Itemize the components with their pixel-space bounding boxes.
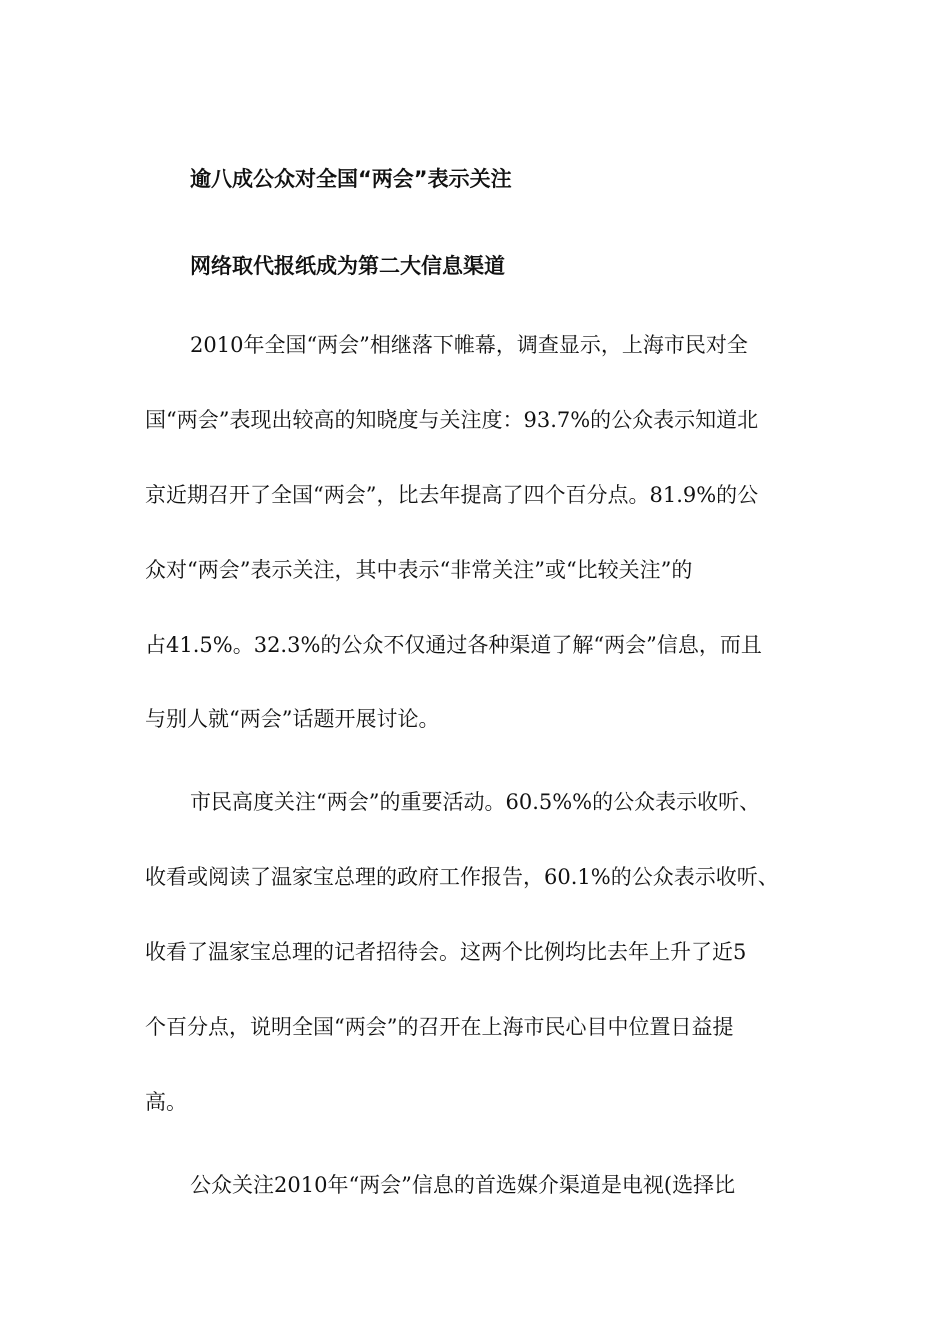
paragraph-line: 收看了温家宝总理的记者招待会。这两个比例均比去年上升了近5	[145, 940, 747, 964]
paragraph-line: 市民高度关注“两会”的重要活动。60.5%%的公众表示收听、	[190, 790, 761, 814]
heading-1: 逾八成公众对全国“两会”表示关注	[190, 167, 512, 191]
paragraph-line: 京近期召开了全国“两会”，比去年提高了四个百分点。81.9%的公	[145, 483, 759, 507]
paragraph-line: 高。	[145, 1090, 187, 1114]
paragraph-line: 收看或阅读了温家宝总理的政府工作报告，60.1%的公众表示收听、	[145, 865, 779, 889]
paragraph-line: 公众关注2010年“两会”信息的首选媒介渠道是电视(选择比	[190, 1173, 736, 1197]
heading-2: 网络取代报纸成为第二大信息渠道	[190, 254, 505, 278]
paragraph-line: 2010年全国“两会”相继落下帷幕，调查显示，上海市民对全	[190, 333, 748, 357]
paragraph-line: 个百分点，说明全国“两会”的召开在上海市民心目中位置日益提	[145, 1015, 734, 1039]
paragraph-line: 众对“两会”表示关注，其中表示“非常关注”或“比较关注”的	[145, 558, 693, 582]
paragraph-line: 占41.5%。32.3%的公众不仅通过各种渠道了解“两会”信息，而且	[145, 633, 762, 657]
paragraph-line: 国“两会”表现出较高的知晓度与关注度：93.7%的公众表示知道北	[145, 408, 759, 432]
paragraph-line: 与别人就“两会”话题开展讨论。	[145, 707, 440, 731]
